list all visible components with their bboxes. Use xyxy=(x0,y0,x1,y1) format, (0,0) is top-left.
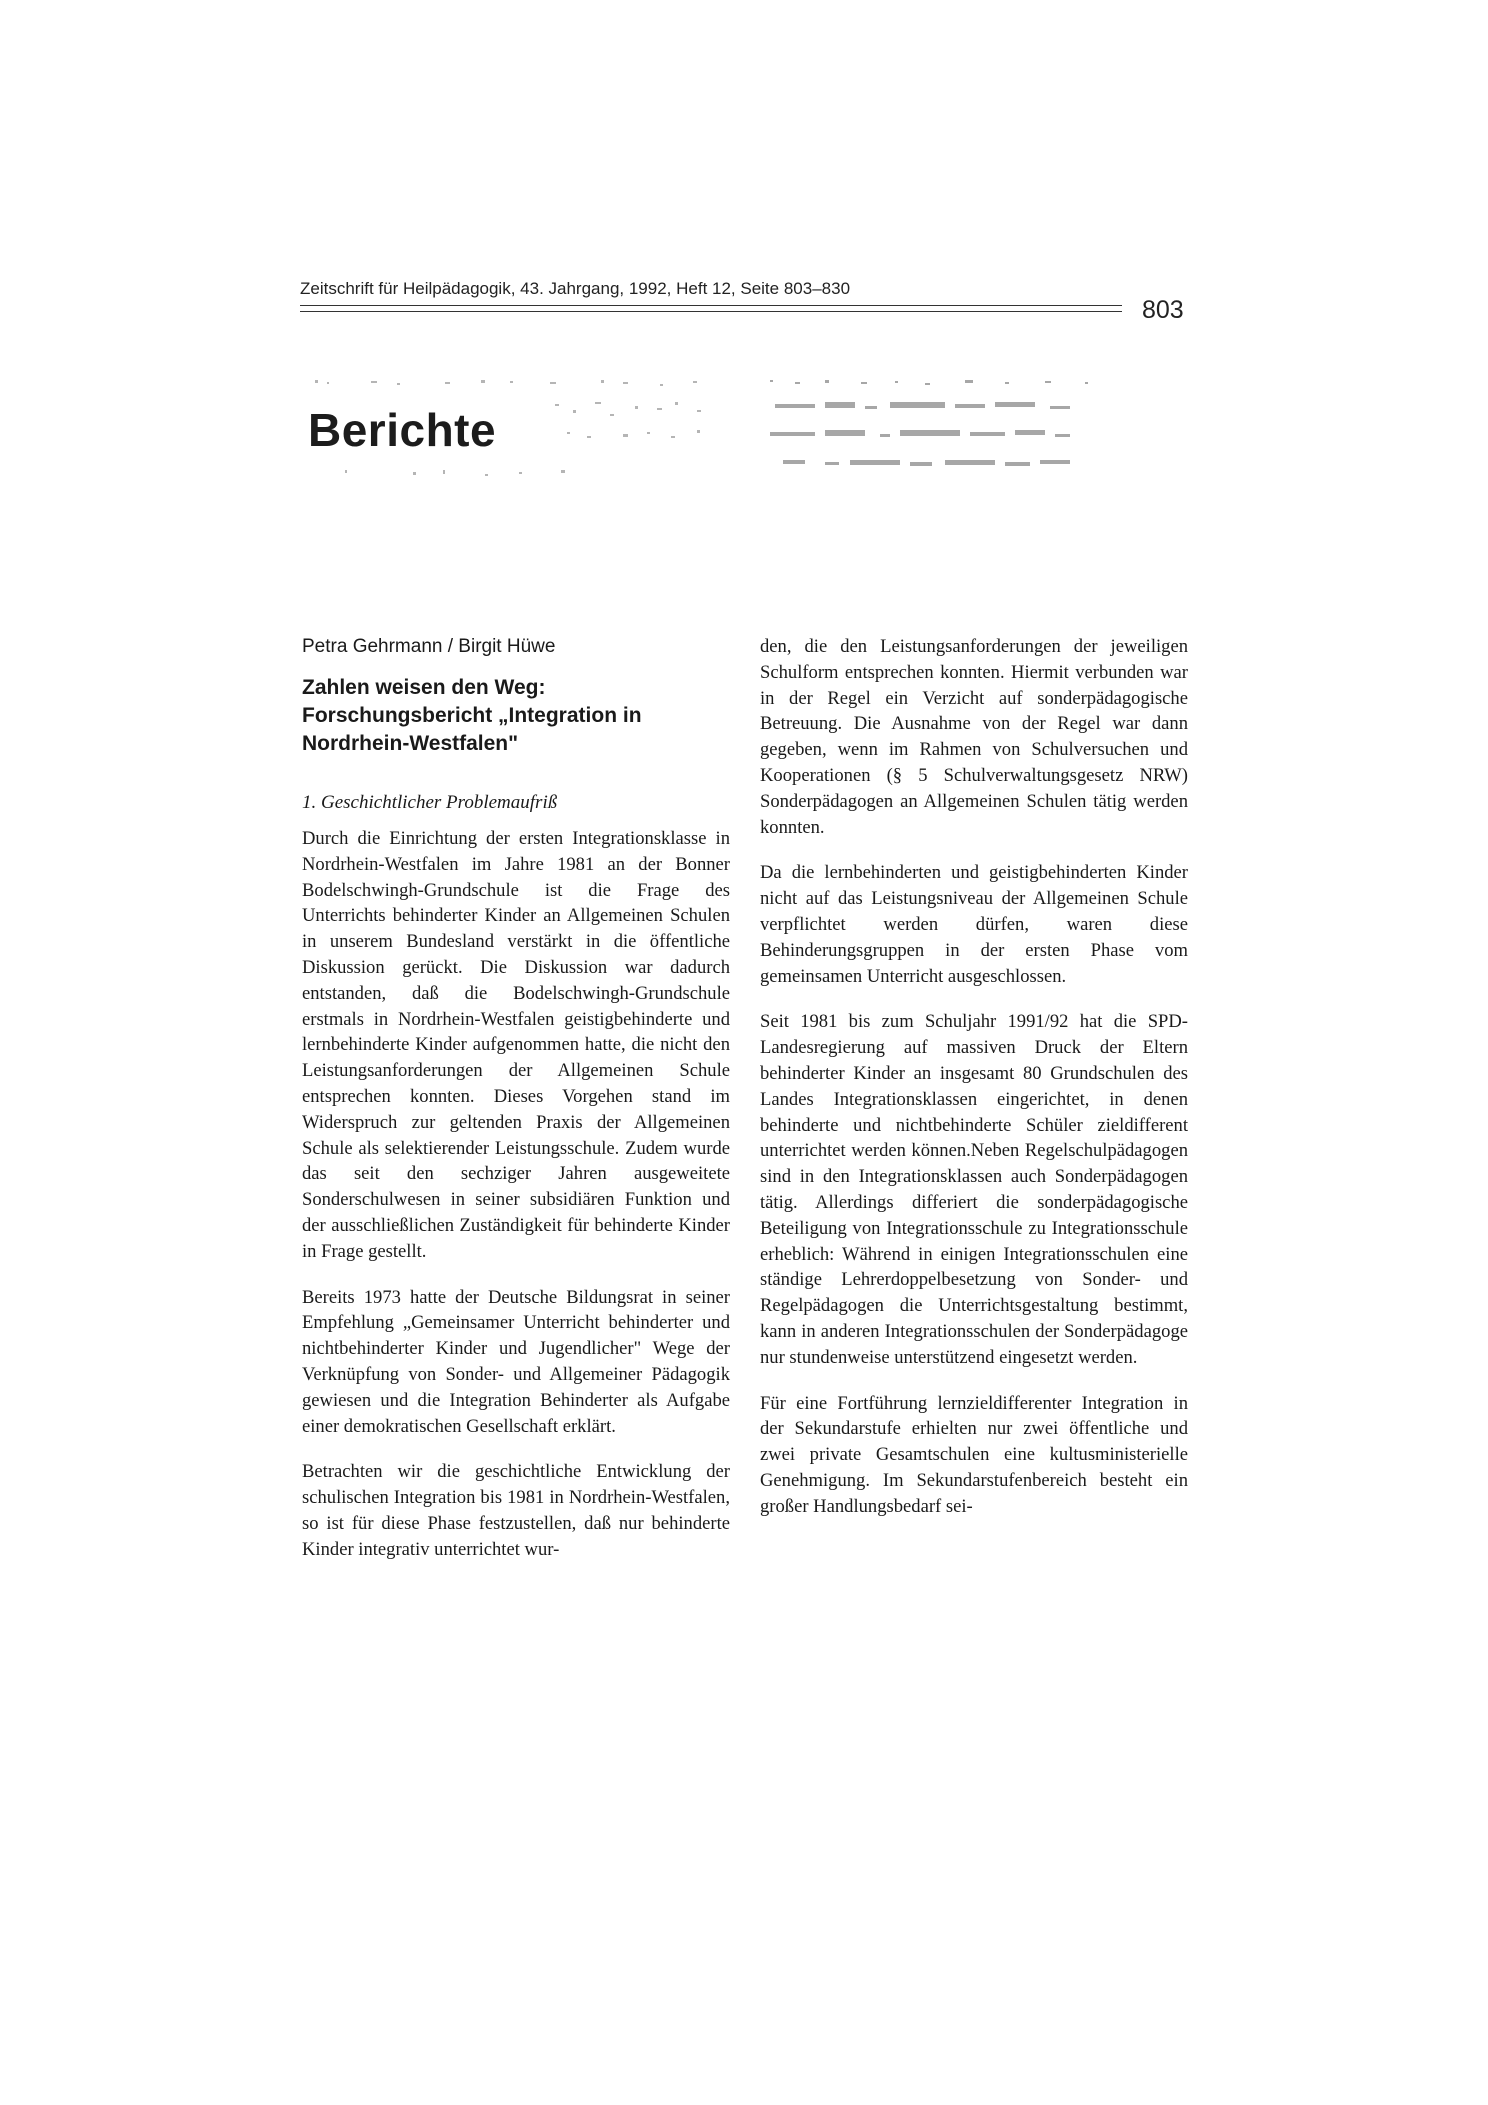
paragraph: Seit 1981 bis zum Schuljahr 1991/92 hat die SPD-Landesregierung auf massiven Druck der Eltern behinderter Kinder an insgesamt 80 Grundschulen des Landes Integrationsklassen eingerichtet, in denen behinderte und nichtbehinderte Schüler zieldifferent unterrichtet werden können.Neben Regelschulpädagogen sind in den Integrationsklassen auch Sonderpädagogen tätig. Allerdings differiert die sonderpädagogische Beteiligung von Integrationsschule zu Integrationsschule erheblich: Während in einigen Integrationsschulen eine ständige Lehrerdoppelbesetzung von Sonder- und Regelpädagogen die Unterrichtsgestaltung bestimmt, kann in anderen Integrationsschulen der Sonderpädagoge nur stundenweise unterstützend eingesetzt werden. xyxy=(760,1011,1188,1368)
article-authors: Petra Gehrmann / Birgit Hüwe xyxy=(302,636,556,657)
paragraph: Bereits 1973 hatte der Deutsche Bildungsrat in seiner Empfehlung „Gemeinsamer Unterricht behinderter und nichtbehinderter Kinder und Jugendlicher" Wege der Verknüpfung von Sonder- und Allgemeiner Pädagogik gewiesen und die Integration Behinderter als Aufgabe einer demokratischen Gesellschaft erklärt. xyxy=(302,1286,730,1437)
paragraph: Durch die Einrichtung der ersten Integrationsklasse in Nordrhein-Westfalen im Jahre 1981 an der Bonner Bodelschwingh-Grundschule ist die Frage des Unterrichts behinderter Kinder an Allgemeinen Schulen in unserem Bundesland verstärkt in die öffentliche Diskussion gerückt. Die Diskussion war dadurch entstanden, daß die Bodelschwingh-Grundschule erstmals in Nordrhein-Westfalen geistigbehinderte und lernbehinderte Kinder aufgenommen hatte, die nicht den Leistungsanforderungen der Allgemeinen Schule entsprechen konnten. Dieses Vorgehen stand im Widerspruch zur geltenden Praxis der Allgemeinen Schule als selektierender Leistungsschule. Zudem wurde das seit den sechziger Jahren ausgeweitete Sonderschulwesen in seiner subsidiären Funktion und der ausschließlichen Zuständigkeit für behinderte Kinder in Frage gestellt. xyxy=(302,828,730,1262)
page-number: 803 xyxy=(1142,296,1184,324)
paragraph: Betrachten wir die geschichtliche Entwicklung der schulischen Integration bis 1981 in Nordrhein-Westfalen, so ist für diese Phase festzustellen, daß nur behinderte Kinder integrativ unterrichtet wur- xyxy=(302,1461,730,1560)
left-column xyxy=(302,634,730,1583)
article-title: Zahlen weisen den Weg: Forschungsbericht „Integration in Nordrhein-Westfalen" xyxy=(302,676,642,755)
header-rule-top xyxy=(300,305,1122,306)
paragraph: Da die lernbehinderten und geistigbehinderten Kinder nicht auf das Leistungsniveau der Allgemeinen Schule verpflichtet werden dürfen, waren diese Behinderungsgruppen in der ersten Phase vom gemeinsamen Unterricht ausgeschlossen. xyxy=(760,862,1188,987)
section-heading: 1. Geschichtlicher Problemaufriß xyxy=(302,792,558,813)
journal-header: Zeitschrift für Heilpädagogik, 43. Jahrgang, 1992, Heft 12, Seite 803–830 xyxy=(300,279,851,298)
right-column xyxy=(760,634,1188,1540)
paragraph: den, die den Leistungsanforderungen der jeweiligen Schulform entsprechen konnten. Hiermit verbunden war in der Regel ein Verzicht auf sonderpädagogische Betreuung. Die Ausnahme von der Regel war dann gegeben, wenn im Rahmen von Schulversuchen und Kooperationen (§ 5 Schulverwaltungsgesetz NRW) Sonderpädagogen an Allgemeinen Schulen tätig werden konnten. xyxy=(760,636,1188,838)
section-label: Berichte xyxy=(308,404,497,456)
header-rule-bottom xyxy=(300,311,1122,312)
paragraph: Für eine Fortführung lernzieldifferenter Integration in der Sekundarstufe erhielten nur zwei öffentliche und zwei private Gesamtschulen eine kultusministerielle Genehmigung. Im Sekundarstufenbereich besteht ein großer Handlungsbedarf sei- xyxy=(760,1392,1188,1517)
